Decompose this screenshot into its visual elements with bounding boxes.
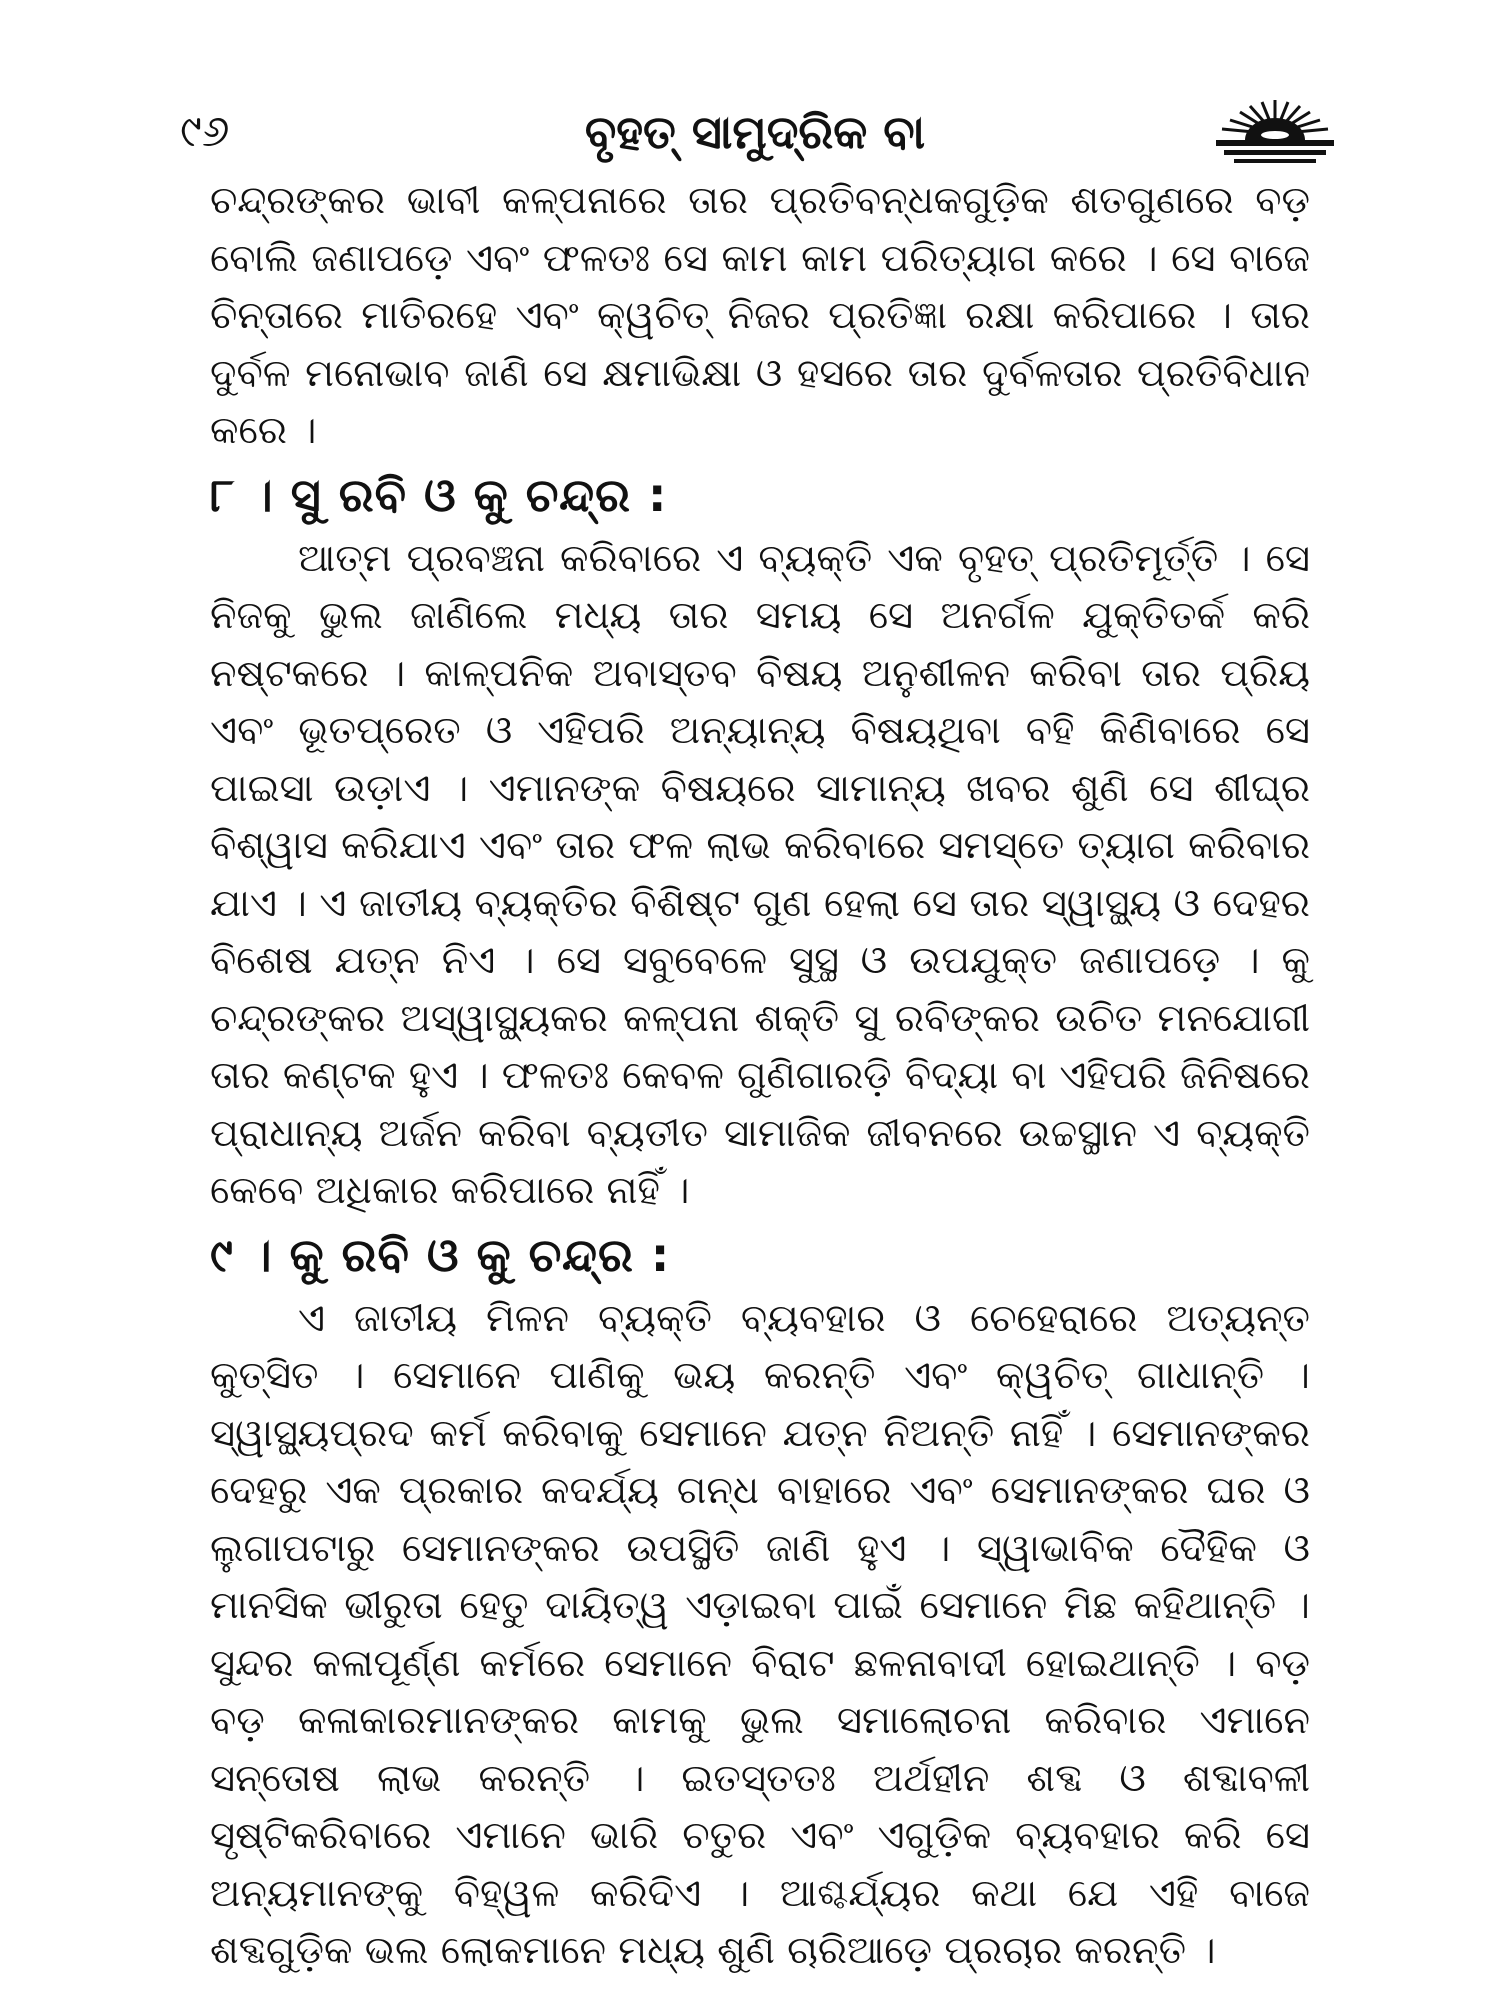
section-heading-8: ୮ । ସୁ ରବି ଓ କୁ ଚନ୍ଦ୍ର : — [210, 467, 668, 522]
page-number: ୯୬ — [180, 106, 230, 157]
paragraph-continued: ଚନ୍ଦ୍ରଙ୍କର ଭାବୀ କଳ୍ପନାରେ ତାର ପ୍ରତିବନ୍ଧକଗୁଡ଼ିକ ଶତଗୁଣରେ ବଡ଼ ବୋଲି ଜଣାପଡ଼େ ଏବଂ ଫଳତଃ ସେ କାମ କାମ ପରିତ୍ୟାଗ କରେ । ସେ ବାଜେ ଚିନ୍ତାରେ ମାତିରହେ ଏବଂ କ୍ୱଚିତ୍ ନିଜର ପ୍ରତିଜ୍ଞା ରକ୍ଷା କରିପାରେ । ତାର ଦୁର୍ବଳ ମନୋଭାବ ଜାଣି ସେ କ୍ଷମାଭିକ୍ଷା ଓ ହସରେ ତାର ଦୁର୍ବଳତାର ପ୍ରତିବିଧାନ କରେ । — [210, 178, 1310, 453]
publisher-logo-icon — [1210, 96, 1340, 166]
section-heading-9: ୯ । କୁ ରବି ଓ କୁ ଚନ୍ଦ୍ର : — [210, 1227, 671, 1282]
running-title: ବୃହତ୍ ସାମୁଦ୍ରିକ ବା — [584, 105, 926, 159]
page-header — [180, 92, 1330, 172]
page-body — [210, 172, 1310, 1980]
section-9-paragraph: ଏ ଜାତୀୟ ମିଳନ ବ୍ୟକ୍ତି ବ୍ୟବହାର ଓ ଚେହେରାରେ ଅତ୍ୟନ୍ତ କୁତ୍ସିତ । ସେମାନେ ପାଣିକୁ ଭୟ କରନ୍ତି ଏବଂ କ୍ୱଚିତ୍ ଗାଧାନ୍ତି । ସ୍ୱାସ୍ଥ୍ୟପ୍ରଦ କର୍ମ କରିବାକୁ ସେମାନେ ଯତ୍ନ ନିଅନ୍ତି ନାହିଁ । ସେମାନଙ୍କର ଦେହରୁ ଏକ ପ୍ରକାର କଦର୍ଯ୍ୟ ଗନ୍ଧ ବାହାରେ ଏବଂ ସେମାନଙ୍କର ଘର ଓ ଲୁଗାପଟାରୁ ସେମାନଙ୍କର ଉପସ୍ଥିତି ଜାଣି ହୁଏ । ସ୍ୱାଭାବିକ ଦୈହିକ ଓ ମାନସିକ ଭୀରୁତା ହେତୁ ଦାୟିତ୍ୱ ଏଡ଼ାଇବା ପାଇଁ ସେମାନେ ମିଛ କହିଥାନ୍ତି । ସୁନ୍ଦର କଳାପୂର୍ଣ୍ଣ କର୍ମରେ ସେମାନେ ବିରାଟ ଛଳନାବାଦୀ ହୋଇଥାନ୍ତି । ବଡ଼ ବଡ଼ କଳାକାରମାନଙ୍କର କାମକୁ ଭୁଲ ସମାଲୋଚନା କରିବାର ଏମାନେ ସନ୍ତୋଷ ଲାଭ କରନ୍ତି । ଇତସ୍ତତଃ ଅର୍ଥହୀନ ଶବ୍ଦ ଓ ଶବ୍ଦାବଳୀ ସୃଷ୍ଟିକରିବାରେ ଏମାନେ ଭାରି ଚତୁର ଏବଂ ଏଗୁଡ଼ିକ ବ୍ୟବହାର କରି ସେ ଅନ୍ୟମାନଙ୍କୁ ବିହ୍ୱଳ କରିଦିଏ । ଆଶ୍ଚର୍ଯ୍ୟର କଥା ଯେ ଏହି ବାଜେ ଶବ୍ଦଗୁଡ଼ିକ ଭଲ ଲୋକମାନେ ମଧ୍ୟ ଶୁଣି ଚାରିଆଡ଼େ ପ୍ରଚାର କରନ୍ତି । — [210, 1295, 1310, 1973]
section-8-paragraph: ଆତ୍ମ ପ୍ରବଞ୍ଚନା କରିବାରେ ଏ ବ୍ୟକ୍ତି ଏକ ବୃହତ୍ ପ୍ରତିମୂର୍ତ୍ତି । ସେ ନିଜକୁ ଭୁଲ ଜାଣିଲେ ମଧ୍ୟ ତାର ସମୟ ସେ ଅନର୍ଗଳ ଯୁକ୍ତିତର୍କ କରି ନଷ୍ଟକରେ । କାଳ୍ପନିକ ଅବାସ୍ତବ ବିଷୟ ଅନୁଶୀଳନ କରିବା ତାର ପ୍ରିୟ ଏବଂ ଭୂତପ୍ରେତ ଓ ଏହିପରି ଅନ୍ୟାନ୍ୟ ବିଷୟଥିବା ବହି କିଣିବାରେ ସେ ପାଇସା ଉଡ଼ାଏ । ଏମାନଙ୍କ ବିଷୟରେ ସାମାନ୍ୟ ଖବର ଶୁଣି ସେ ଶୀଘ୍ର ବିଶ୍ୱାସ କରିଯାଏ ଏବଂ ତାର ଫଳ ଲାଭ କରିବାରେ ସମସ୍ତେ ତ୍ୟାଗ କରିବାର ଯାଏ । ଏ ଜାତୀୟ ବ୍ୟକ୍ତିର ବିଶିଷ୍ଟ ଗୁଣ ହେଲା ସେ ତାର ସ୍ୱାସ୍ଥ୍ୟ ଓ ଦେହର ବିଶେଷ ଯତ୍ନ ନିଏ । ସେ ସବୁବେଳେ ସୁସ୍ଥ ଓ ଉପଯୁକ୍ତ ଜଣାପଡ଼େ । କୁ ଚନ୍ଦ୍ରଙ୍କର ଅସ୍ୱାସ୍ଥ୍ୟକର କଳ୍ପନା ଶକ୍ତି ସୁ ରବିଙ୍କର ଉଚିତ ମନଯୋଗୀ ତାର କଣ୍ଟକ ହୁଏ । ଫଳତଃ କେବଳ ଗୁଣିଗାରଡ଼ି ବିଦ୍ୟା ବା ଏହିପରି ଜିନିଷରେ ପ୍ରାଧାନ୍ୟ ଅର୍ଜନ କରିବା ବ୍ୟତୀତ ସାମାଜିକ ଜୀବନରେ ଉଚ୍ଚସ୍ଥାନ ଏ ବ୍ୟକ୍ତି କେବେ ଅଧିକାର କରିପାରେ ନାହିଁ । — [210, 535, 1310, 1213]
